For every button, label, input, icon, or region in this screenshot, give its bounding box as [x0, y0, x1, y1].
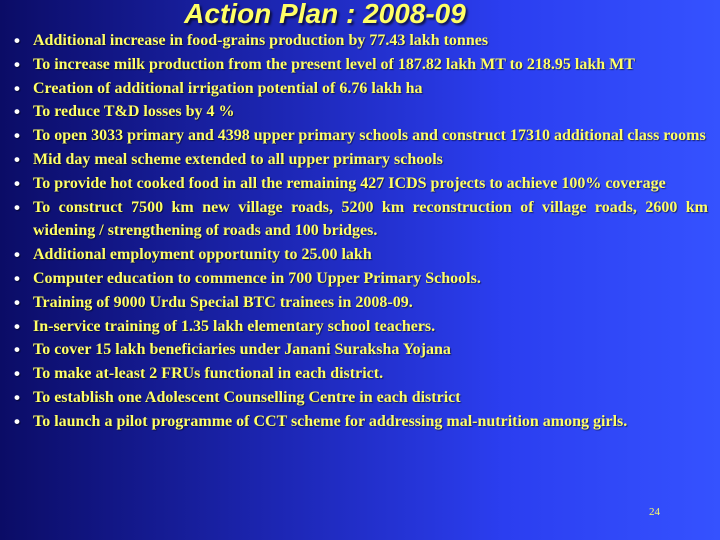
bullet-item: • Additional employment opportunity to 25.00 lakh: [14, 243, 708, 267]
bullet-item: • In-service training of 1.35 lakh elementary school teachers.: [14, 315, 708, 339]
bullet-item: • Training of 9000 Urdu Special BTC trainees in 2008-09.: [14, 291, 708, 315]
bullet-item: • Computer education to commence in 700 Upper Primary Schools.: [14, 267, 708, 291]
bullet-item: • Creation of additional irrigation potential of 6.76 lakh ha: [14, 77, 708, 101]
bullet-item: • To construct 7500 km new village roads, 5200 km reconstruction of village roads, 2600 km widening / strengthening of roads and 100 bridges.: [14, 196, 708, 244]
bullet-item: • Mid day meal scheme extended to all upper primary schools: [14, 148, 708, 172]
bullet-item: • To establish one Adolescent Counselling Centre in each district: [14, 386, 708, 410]
bullet-item: • To reduce T&D losses by 4 %: [14, 100, 708, 124]
bullet-item: • To launch a pilot programme of CCT scheme for addressing mal-nutrition among girls.: [14, 410, 708, 434]
page-number: 24: [649, 506, 660, 518]
bullet-item: • To open 3033 primary and 4398 upper primary schools and construct 17310 additional class rooms: [14, 124, 708, 148]
bullet-item: • To cover 15 lakh beneficiaries under Janani Suraksha Yojana: [14, 338, 708, 362]
slide-title: Action Plan : 2008-09: [184, 0, 466, 29]
bullet-list: [14, 29, 708, 434]
bullet-item: • To make at-least 2 FRUs functional in each district.: [14, 362, 708, 386]
bullet-item: • To provide hot cooked food in all the remaining 427 ICDS projects to achieve 100% coverage: [14, 172, 708, 196]
bullet-item: • To increase milk production from the present level of 187.82 lakh MT to 218.95 lakh MT: [14, 53, 708, 77]
bullet-item: • Additional increase in food-grains production by 77.43 lakh tonnes: [14, 29, 708, 53]
